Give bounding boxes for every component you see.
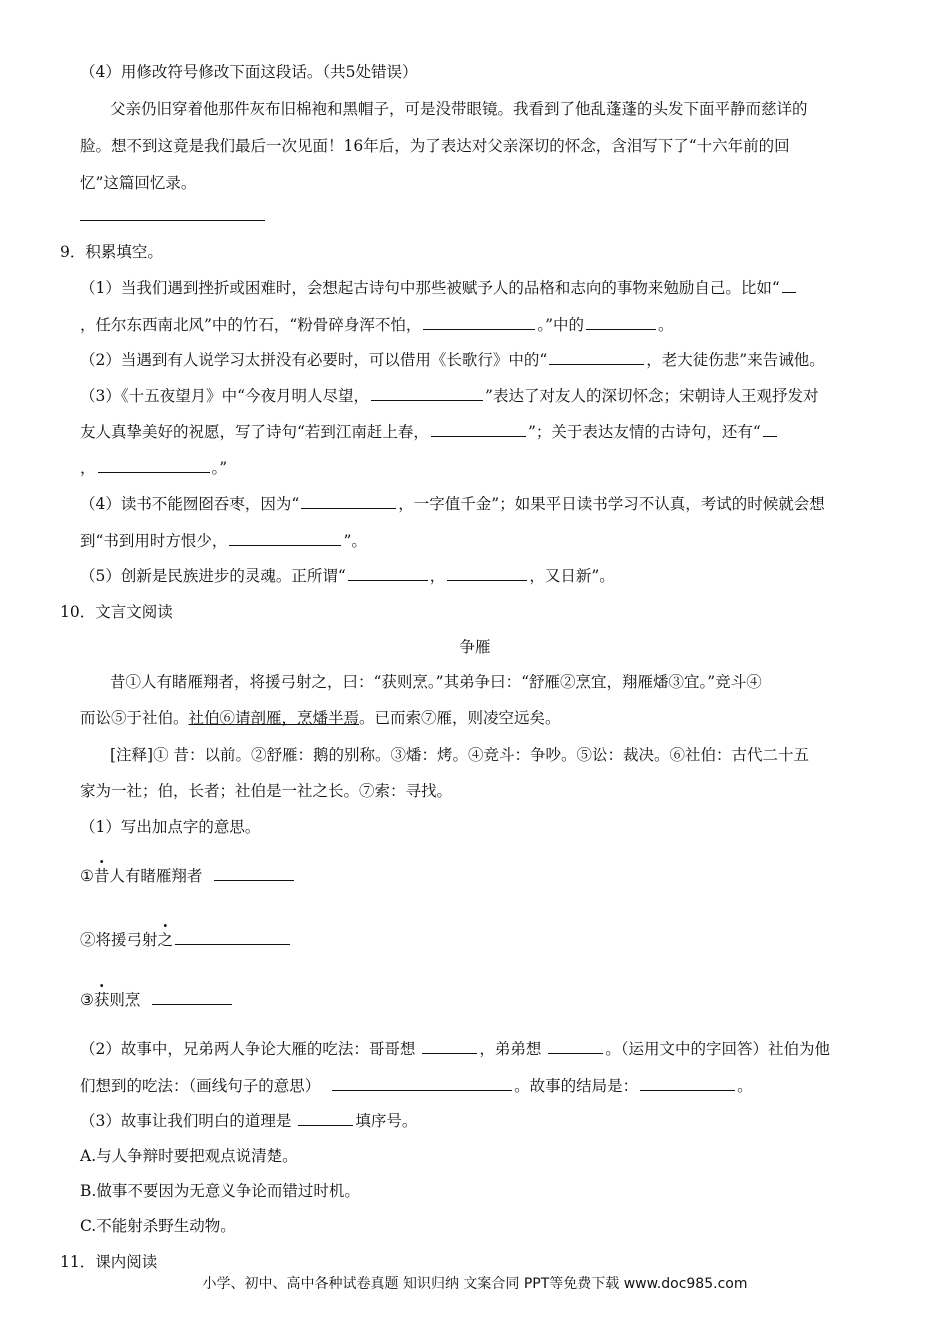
- q9-s4-text-d: ”。: [343, 532, 367, 550]
- option-b[interactable]: B.做事不要因为无意义争论而错过时机。: [80, 1182, 360, 1200]
- underlined-sentence: 社伯⑥请剖雁，烹燔半焉: [188, 709, 360, 727]
- q9-s3-text-d: ”；关于表达友情的古诗句，还有“: [527, 423, 761, 441]
- item-text: 则烹: [109, 991, 141, 1009]
- q10-q2-line1: [80, 1037, 830, 1059]
- q8-4-prompt: （4）用修改符号修改下面这段话。（共5处错误）: [80, 63, 418, 81]
- item-number: ①: [80, 867, 94, 885]
- q9-s5-text-c: ，又日新”。: [529, 567, 615, 585]
- q8-4-line1: 父亲仍旧穿着他那件灰布旧棉袍和黑帽子，可是没带眼镜。我看到了他乱蓬蓬的头发下面平静而慈详的: [110, 100, 808, 118]
- blank[interactable]: [548, 1038, 603, 1055]
- q10-q3: [80, 1109, 417, 1131]
- blank[interactable]: [298, 1110, 353, 1127]
- dotted-char: 获: [93, 991, 110, 1009]
- q2-text-f: 。: [737, 1077, 753, 1095]
- q9-s4-line1: [80, 492, 825, 514]
- q9-s1-text-a: （1）当我们遇到挫折或困难时，会想起古诗句中那些被赋予人的品格和志向的事物来勉励自己。比如“: [80, 279, 780, 297]
- q11-heading: 11．课内阅读: [60, 1253, 158, 1271]
- q9-s2-text-a: （2）当遇到有人说学习太拼没有必要时，可以借用《长歌行》中的“: [80, 351, 548, 369]
- footer-banner: 小学、初中、高中各种试卷真题 知识归纳 文案合同 PPT等免费下载 www.doc985.com: [202, 1276, 748, 1292]
- item-text: ②将援弓射: [80, 931, 158, 949]
- blank[interactable]: [447, 565, 527, 582]
- answer-line: [80, 220, 265, 221]
- q3-text-b: 填序号。: [355, 1112, 418, 1130]
- q9-heading: 9．积累填空。: [60, 243, 163, 261]
- q9-s1-text-c: 。”中的: [537, 316, 585, 334]
- blank[interactable]: [152, 989, 232, 1006]
- q9-s1-text-d: 。: [658, 316, 674, 334]
- passage-line2: [80, 706, 561, 728]
- blank[interactable]: [782, 277, 796, 294]
- blank[interactable]: [332, 1075, 512, 1092]
- q9-s1-line1: [80, 276, 798, 298]
- option-a[interactable]: A.与人争辩时要把观点说清楚。: [80, 1147, 298, 1165]
- notes-line1: [注释]① 昔：以前。②舒雁：鹅的别称。③燔：烤。④竞斗：争吵。⑤讼：裁决。⑥社伯：古代二十五: [110, 746, 810, 764]
- q9-s1-line2: [80, 313, 674, 335]
- blank[interactable]: [586, 314, 656, 331]
- blank[interactable]: [98, 457, 210, 474]
- q9-s3-text-e: ，: [80, 459, 96, 477]
- q8-4-line3: 忆”这篇回忆录。: [80, 174, 197, 192]
- blank[interactable]: [175, 929, 290, 946]
- q9-s3-text-a: （3）《十五夜望月》中“今夜月明人尽望，: [80, 387, 370, 405]
- passage-text-b: 而讼⑤于社伯。: [80, 709, 189, 727]
- blank[interactable]: [371, 385, 483, 402]
- blank[interactable]: [431, 421, 526, 438]
- q2-text-e: 。故事的结局是：: [514, 1077, 639, 1095]
- q10-q1: （1）写出加点字的意思。: [80, 818, 261, 836]
- notes-line2: 家为一社；伯，长者；社伯是一社之长。⑦索：寻找。: [80, 782, 453, 800]
- blank[interactable]: [348, 565, 428, 582]
- q9-s1-text-b: ，任尔东西南北风”中的竹石，“粉骨碎身浑不怕，: [80, 316, 422, 334]
- q10-q1-item1: [80, 864, 296, 886]
- q10-q1-item3: [80, 988, 234, 1010]
- q2-text-d: 们想到的吃法：（画线句子的意思）: [80, 1077, 321, 1095]
- q2-text-a: （2）故事中，兄弟两人争论大雁的吃法：哥哥想: [80, 1040, 416, 1058]
- q9-s4-text-b: ，一字值千金”；如果平日读书学习不认真，考试的时候就会想: [398, 495, 825, 513]
- q9-s2-text-b: ，老大徒伤悲”来告诫他。: [646, 351, 825, 369]
- q9-s3-text-f: 。”: [211, 459, 228, 477]
- q9-s3-line2: [80, 420, 779, 442]
- blank[interactable]: [640, 1075, 735, 1092]
- blank[interactable]: [229, 530, 341, 547]
- passage-line1: 昔①人有睹雁翔者，将援弓射之，曰：“获则烹。”其弟争曰：“舒雁②烹宜，翔雁燔③宜。”竞斗④: [110, 673, 762, 691]
- passage-title: 争雁: [459, 638, 491, 656]
- q9-s2: [80, 348, 825, 370]
- dotted-char: 昔: [93, 867, 110, 885]
- blank[interactable]: [549, 349, 644, 366]
- item-number: ③: [80, 991, 94, 1009]
- q9-s4-text-a: （4）读书不能囫囵吞枣，因为“: [80, 495, 300, 513]
- q3-text-a: （3）故事让我们明白的道理是: [80, 1112, 292, 1130]
- q9-s3-line1: [80, 384, 818, 406]
- q10-q1-item2: [80, 928, 292, 950]
- blank[interactable]: [423, 314, 535, 331]
- q9-s3-line3: [80, 456, 227, 478]
- q8-4-line2: 脸。想不到这竟是我们最后一次见面！16年后，为了表达对父亲深切的怀念，含泪写下了“十六年前的回: [80, 137, 790, 155]
- q9-s5: [80, 564, 615, 586]
- q9-s4-line2: [80, 529, 367, 551]
- q9-s3-text-c: 友人真挚美好的祝愿，写了诗句“若到江南赶上春，: [80, 423, 429, 441]
- q9-s5-text-b: ，: [429, 567, 446, 585]
- q9-s4-text-c: 到“书到用时方恨少，: [80, 532, 228, 550]
- q2-text-b: ，弟弟想: [479, 1040, 542, 1058]
- q10-heading: 10．文言文阅读: [60, 603, 173, 621]
- q2-text-c: 。（运用文中的字回答）社伯为他: [605, 1040, 831, 1058]
- item-text: 人有睹雁翔者: [109, 867, 203, 885]
- dotted-char: 之: [157, 931, 174, 949]
- blank[interactable]: [422, 1038, 477, 1055]
- q10-q2-line2: [80, 1074, 753, 1096]
- option-c[interactable]: C.不能射杀野生动物。: [80, 1217, 236, 1235]
- q9-s5-text-a: （5）创新是民族进步的灵魂。正所谓“: [80, 567, 346, 585]
- passage-text-c: 。已而索⑦雁，则凌空远矣。: [359, 709, 561, 727]
- blank[interactable]: [301, 493, 396, 510]
- blank[interactable]: [763, 421, 777, 438]
- blank[interactable]: [214, 865, 294, 882]
- q9-s3-text-b: ”表达了对友人的深切怀念；宋朝诗人王观抒发对: [485, 387, 819, 405]
